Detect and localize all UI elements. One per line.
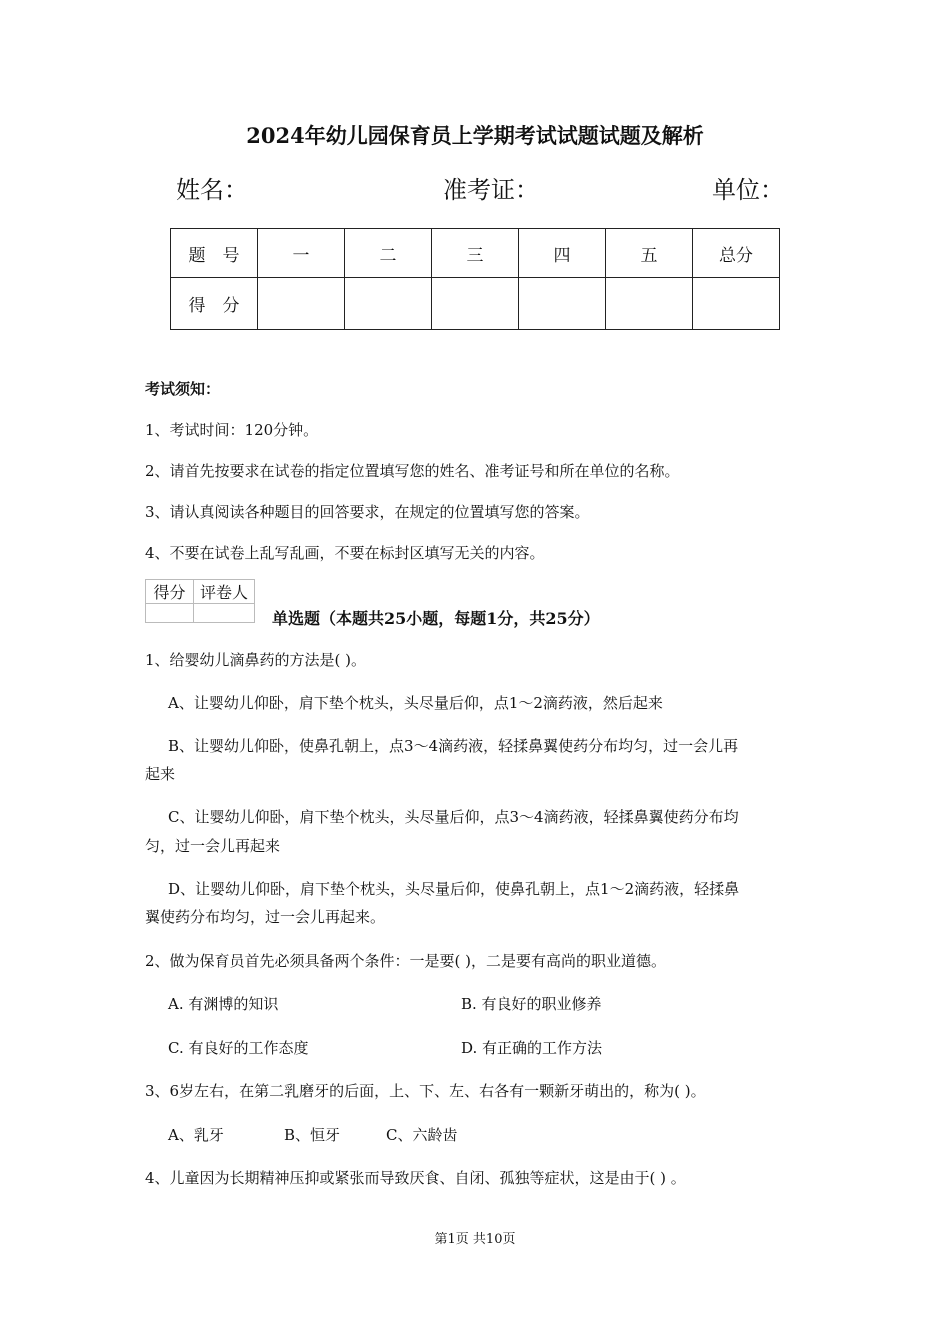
notice-item: 1、考试时间：120分钟。 [145,421,319,439]
unit-label: 单位： [712,176,784,204]
option-b: B. 有良好的职业修养 [461,995,602,1013]
score-cell-4[interactable] [519,278,606,330]
score-header-3: 三 [432,229,519,278]
name-label: 姓名： [176,176,248,204]
score-cell-2[interactable] [345,278,432,330]
option-c: C、让婴幼儿仰卧，肩下垫个枕头，头尽量后仰，点3～4滴药液，轻揉鼻翼使药分布均 [168,808,739,826]
score-row-label: 得 分 [171,278,258,330]
option-a: A. 有渊博的知识 [168,995,279,1013]
grader-score-cell[interactable] [146,604,194,623]
option-d: D、让婴幼儿仰卧，肩下垫个枕头，头尽量后仰，使鼻孔朝上，点1～2滴药液，轻揉鼻 [168,880,740,898]
option-d-continued: 翼使药分布均匀，过一会儿再起来。 [145,908,386,926]
score-cell-total[interactable] [693,278,780,330]
question-stem: 1、给婴幼儿滴鼻药的方法是( )。 [145,651,367,669]
score-table [170,228,780,330]
score-cell-3[interactable] [432,278,519,330]
score-cell-5[interactable] [606,278,693,330]
score-header-1: 一 [258,229,345,278]
option-a: A、乳牙 [168,1126,224,1144]
score-header-2: 二 [345,229,432,278]
score-cell-1[interactable] [258,278,345,330]
option-c-continued: 匀，过一会儿再起来 [145,837,281,855]
option-c: C、六龄齿 [386,1126,458,1144]
notice-item: 4、不要在试卷上乱写乱画，不要在标封区填写无关的内容。 [145,544,545,562]
page-footer: 第1页 共10页 [434,1232,516,1247]
score-header-5: 五 [606,229,693,278]
grader-name-label: 评卷人 [194,580,255,604]
option-a: A、让婴幼儿仰卧，肩下垫个枕头，头尽量后仰，点1～2滴药液，然后起来 [168,694,663,712]
grader-score-label: 得分 [146,580,194,604]
exam-id-label: 准考证： [443,176,539,204]
section-heading: 单选题（本题共25小题，每题1分，共25分） [272,609,600,628]
option-b: B、恒牙 [284,1126,341,1144]
page-title: 2024年幼儿园保育员上学期考试试题试题及解析 [246,123,704,148]
notice-heading: 考试须知： [145,380,221,398]
score-header-label: 题 号 [171,229,258,278]
score-header-4: 四 [519,229,606,278]
notice-item: 3、请认真阅读各种题目的回答要求，在规定的位置填写您的答案。 [145,503,590,521]
question-stem: 3、6岁左右，在第二乳磨牙的后面，上、下、左、右各有一颗新牙萌出的，称为( )。 [145,1082,706,1100]
grader-table [145,579,255,623]
notice-item: 2、请首先按要求在试卷的指定位置填写您的姓名、准考证号和所在单位的名称。 [145,462,680,480]
question-stem: 2、做为保育员首先必须具备两个条件：一是要( )，二是要有高尚的职业道德。 [145,952,667,970]
question-stem: 4、儿童因为长期精神压抑或紧张而导致厌食、自闭、孤独等症状，这是由于( ) 。 [145,1169,686,1187]
option-d: D. 有正确的工作方法 [461,1039,603,1057]
grader-name-cell[interactable] [194,604,255,623]
option-b: B、让婴幼儿仰卧，使鼻孔朝上，点3～4滴药液，轻揉鼻翼使药分布均匀，过一会儿再 [168,737,739,755]
option-b-continued: 起来 [145,765,176,783]
option-c: C. 有良好的工作态度 [168,1039,309,1057]
score-header-total: 总分 [693,229,780,278]
